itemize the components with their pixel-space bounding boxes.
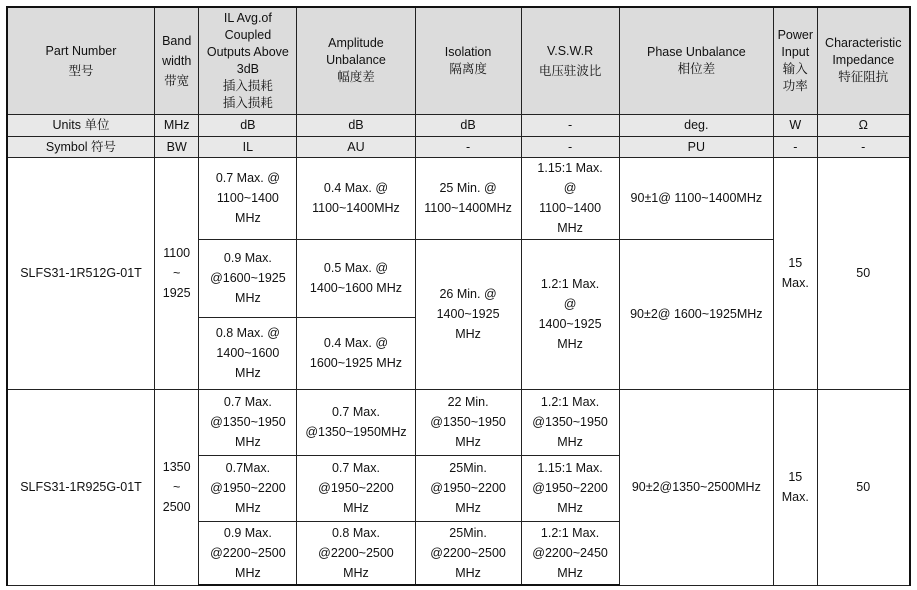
cell-line: 0.7 Max.: [331, 461, 380, 475]
symbol-impedance: -: [817, 136, 910, 157]
header-text: Isolation: [444, 44, 492, 59]
il-cell: [199, 157, 297, 239]
cell-line: MHz: [557, 565, 583, 580]
cell-line: MHz: [557, 337, 583, 351]
cell-line: @: [563, 181, 577, 195]
header-isolation: [415, 7, 521, 114]
au-cell: [297, 521, 415, 585]
cell-line: MHz: [557, 435, 583, 449]
header-text: Unbalance: [326, 53, 386, 68]
cell-line: 0.9 Max.: [223, 251, 272, 265]
header-phase-unbalance: [619, 7, 774, 114]
isolation-cell: [415, 239, 521, 389]
vswr-cell: [521, 157, 619, 239]
cell-line: 22 Min.: [447, 395, 489, 409]
cell-line: 1100~1400: [539, 201, 602, 215]
units-vswr: -: [521, 114, 619, 136]
header-text: Outputs Above: [206, 44, 289, 59]
table-row: [7, 157, 910, 239]
header-text: Power: [777, 27, 814, 42]
cell-line: 1.15:1 Max.: [537, 461, 603, 475]
cell-line: 1.15:1 Max.: [537, 161, 603, 175]
impedance-cell: 50: [817, 389, 910, 585]
cell-line: @1350~1950: [532, 415, 608, 429]
au-cell: [297, 239, 415, 317]
cell-line: 0.7 Max. @: [215, 171, 280, 185]
cell-line: 0.4 Max. @: [323, 181, 389, 195]
cell-line: 0.5 Max. @: [323, 261, 389, 275]
cell-line: MHz: [235, 435, 261, 449]
cell-line: ~: [173, 480, 181, 494]
au-cell: [297, 455, 415, 521]
header-power-input: [774, 7, 817, 114]
cell-line: @2200~2500: [318, 545, 394, 560]
bandwidth-cell: [154, 157, 198, 389]
header-text: 插入损耗: [222, 78, 273, 93]
il-cell: [199, 455, 297, 521]
header-text: Coupled: [224, 27, 272, 42]
symbol-phase: PU: [619, 136, 774, 157]
cell-line: 1600~1925 MHz: [309, 356, 402, 370]
cell-line: MHz: [235, 291, 261, 305]
isolation-cell: [415, 521, 521, 585]
header-text: 3dB: [236, 61, 260, 76]
cell-line: MHz: [557, 221, 583, 235]
header-text: Phase Unbalance: [646, 44, 746, 59]
cell-line: 2500: [162, 500, 191, 514]
symbol-il: IL: [199, 136, 297, 157]
vswr-cell: [521, 521, 619, 585]
cell-line: Max.: [781, 276, 809, 290]
cell-line: MHz: [557, 501, 583, 515]
units-phase: deg.: [619, 114, 774, 136]
cell-line: MHz: [455, 327, 481, 341]
bandwidth-cell: [154, 389, 198, 585]
header-text: V.S.W.R: [547, 43, 594, 58]
cell-line: 1100~1400: [216, 191, 279, 205]
header-text: Part Number: [45, 43, 117, 58]
header-text: 插入损耗: [222, 95, 273, 110]
cell-line: MHz: [455, 501, 481, 515]
symbol-bw: BW: [154, 136, 198, 157]
cell-line: @1950~2200: [210, 481, 286, 495]
header-text: 特征阻抗: [838, 70, 889, 85]
cell-line: 0.7 Max.: [223, 395, 272, 409]
cell-line: 25Min.: [449, 461, 487, 475]
vswr-cell: [521, 455, 619, 521]
part-number-cell: SLFS31-1R925G-01T: [7, 389, 154, 585]
cell-line: 1400~1925: [436, 307, 500, 321]
header-impedance: [817, 7, 910, 114]
cell-line: 1400~1925: [538, 317, 602, 331]
header-text: 功率: [782, 78, 808, 93]
cell-line: 25 Min. @: [439, 181, 497, 195]
cell-line: @: [563, 297, 577, 311]
il-cell: [199, 521, 297, 585]
phase-cell: 90±2@ 1600~1925MHz: [619, 239, 774, 389]
impedance-cell: 50: [817, 157, 910, 389]
header-vswr: [521, 7, 619, 114]
cell-line: MHz: [235, 211, 261, 225]
cell-line: @2200~2450: [532, 545, 608, 560]
header-text: 输入: [782, 61, 808, 76]
header-text: 相位差: [677, 61, 716, 76]
units-il: dB: [199, 114, 297, 136]
cell-line: 15: [788, 256, 803, 270]
symbol-row: [7, 136, 910, 157]
units-bw: MHz: [154, 114, 198, 136]
cell-line: MHz: [235, 501, 261, 515]
header-insertion-loss: [199, 7, 297, 114]
cell-line: Max.: [781, 490, 809, 504]
table-row: [7, 389, 910, 455]
header-text: 隔离度: [449, 61, 487, 76]
cell-line: @1950~2200: [318, 481, 394, 495]
symbol-iso: -: [415, 136, 521, 157]
isolation-cell: [415, 389, 521, 455]
cell-line: 25Min.: [449, 525, 487, 540]
cell-line: MHz: [455, 435, 481, 449]
cell-line: 0.8 Max. @: [215, 326, 280, 340]
part-number-cell: SLFS31-1R512G-01T: [7, 157, 154, 389]
header-text: 幅度差: [337, 70, 375, 85]
cell-line: 1100~1400MHz: [424, 201, 512, 215]
phase-cell: 90±1@ 1100~1400MHz: [619, 157, 774, 239]
cell-line: ~: [173, 266, 181, 280]
header-part-number: [7, 7, 154, 114]
units-impedance: Ω: [817, 114, 910, 136]
units-au: dB: [297, 114, 415, 136]
cell-line: 1400~1600 MHz: [309, 281, 402, 295]
il-cell: [199, 239, 297, 317]
header-text: Input: [781, 44, 810, 59]
symbol-power: -: [774, 136, 817, 157]
cell-line: 0.8 Max.: [331, 525, 380, 540]
power-cell: [774, 389, 817, 585]
cell-line: MHz: [455, 565, 481, 580]
cell-line: 0.4 Max. @: [323, 336, 389, 350]
header-text: Impedance: [832, 53, 895, 68]
cell-line: 1100~1400MHz: [312, 201, 400, 215]
header-text: Amplitude: [328, 36, 384, 51]
vswr-cell: [521, 239, 619, 389]
isolation-cell: [415, 157, 521, 239]
header-text: width: [162, 53, 192, 68]
cell-line: @1350~1950MHz: [305, 425, 407, 439]
header-text: Characteristic: [825, 36, 902, 51]
header-text: 电压驻波比: [538, 63, 602, 78]
cell-line: MHz: [235, 366, 261, 380]
cell-line: @1350~1950: [430, 415, 506, 429]
il-cell: [199, 389, 297, 455]
symbol-au: AU: [297, 136, 415, 157]
header-text: Band: [162, 33, 192, 48]
header-text: 带宽: [164, 73, 190, 88]
units-power: W: [774, 114, 817, 136]
cell-line: 1100: [163, 246, 191, 260]
cell-line: 1925: [162, 286, 191, 300]
cell-line: @2200~2500: [210, 545, 286, 560]
header-text: 型号: [68, 63, 94, 78]
units-row: [7, 114, 910, 136]
units-iso: dB: [415, 114, 521, 136]
cell-line: 1350: [162, 460, 191, 474]
cell-line: 1400~1600: [216, 346, 280, 360]
cell-line: 0.7 Max.: [331, 405, 380, 419]
header-text: IL Avg.of: [223, 10, 272, 25]
cell-line: 0.9 Max.: [223, 525, 272, 540]
symbol-vswr: -: [521, 136, 619, 157]
il-cell: [199, 317, 297, 389]
vswr-cell: [521, 389, 619, 455]
symbol-label: Symbol 符号: [7, 136, 154, 157]
isolation-cell: [415, 455, 521, 521]
cell-line: MHz: [235, 565, 261, 580]
cell-line: 1.2:1 Max.: [540, 525, 600, 540]
header-bandwidth: [154, 7, 198, 114]
spec-table: [6, 6, 911, 586]
cell-line: @1950~2200: [532, 481, 608, 495]
cell-line: MHz: [343, 501, 369, 515]
cell-line: 1.2:1 Max.: [540, 277, 600, 291]
cell-line: @1950~2200: [430, 481, 506, 495]
phase-cell: 90±2@1350~2500MHz: [619, 389, 774, 585]
cell-line: MHz: [343, 565, 369, 580]
cell-line: @1600~1925: [210, 271, 286, 285]
cell-line: 0.7Max.: [225, 461, 271, 475]
header-amplitude-unbalance: [297, 7, 415, 114]
cell-line: 1.2:1 Max.: [540, 395, 600, 409]
cell-line: @1350~1950: [210, 415, 286, 429]
cell-line: @2200~2500: [430, 545, 506, 560]
cell-line: 15: [788, 470, 803, 484]
cell-line: 26 Min. @: [439, 287, 497, 301]
power-cell: [774, 157, 817, 389]
units-label: Units 单位: [7, 114, 154, 136]
au-cell: [297, 157, 415, 239]
au-cell: [297, 389, 415, 455]
au-cell: [297, 317, 415, 389]
